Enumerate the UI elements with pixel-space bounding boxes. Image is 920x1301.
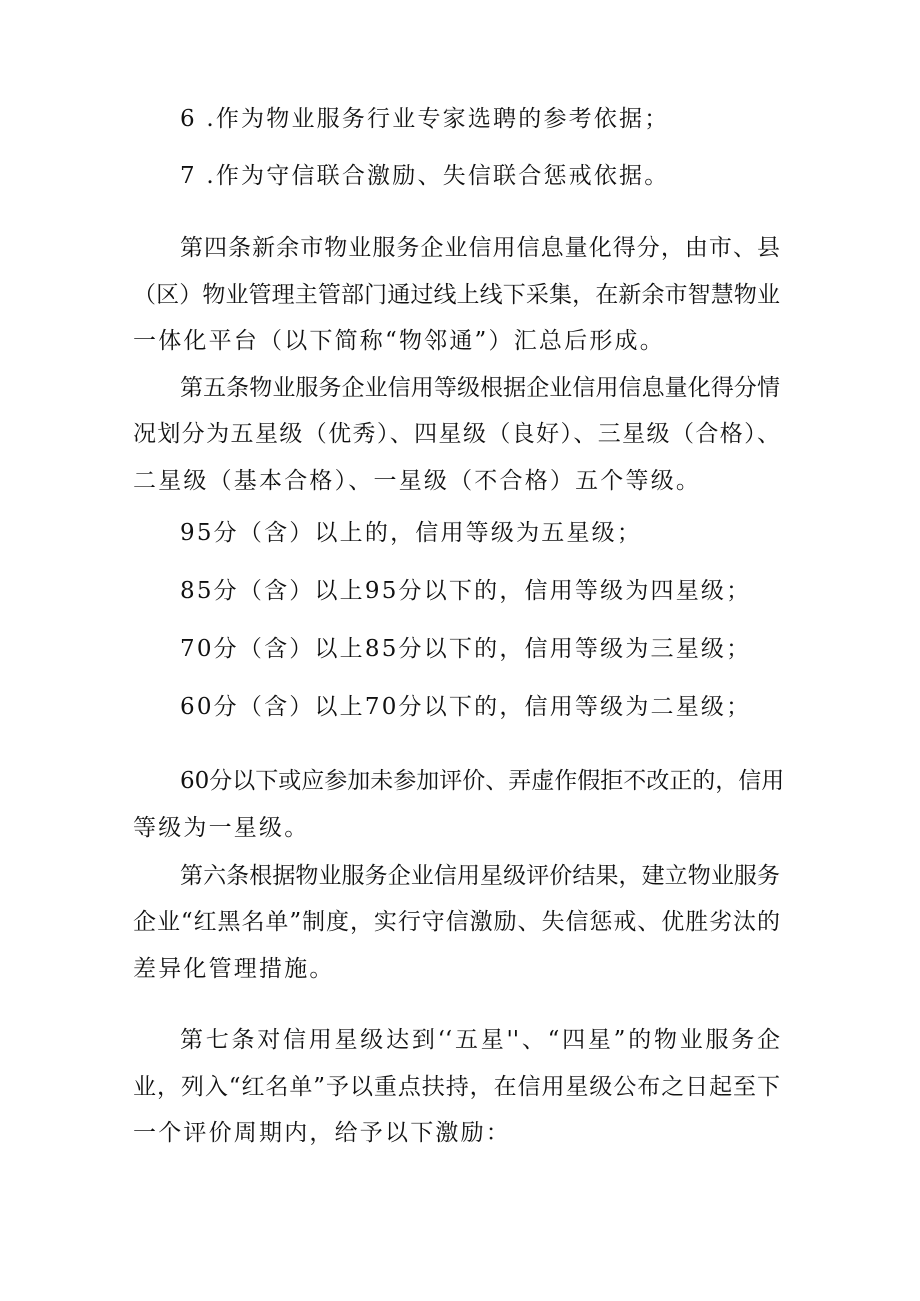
article-5-line-2: 况划分为五星级（优秀）、四星级（良好）、三星级（合格）、 xyxy=(133,421,780,447)
item-7-line: 7 .作为守信联合激励、失信联合惩戒依据。 xyxy=(180,163,670,189)
item-6-line: 6 .作为物业服务行业专家选聘的参考依据； xyxy=(180,106,670,132)
article-4-line-1: 第四条新余市物业服务企业信用信息量化得分，由市、县 xyxy=(180,235,780,261)
article-7-line-1: 第七条对信用星级达到‘‘五星''、“四星”的物业服务企 xyxy=(180,1027,780,1053)
grade-3-star-line: 70分（含）以上85分以下的，信用等级为三星级； xyxy=(180,636,752,662)
article-6-line-3: 差异化管理措施。 xyxy=(133,956,335,982)
grade-4-star-line: 85分（含）以上95分以下的，信用等级为四星级； xyxy=(180,578,752,604)
article-4-line-3: 一体化平台（以下简称“物邻通”）汇总后形成。 xyxy=(133,328,665,354)
article-5-line-3: 二星级（基本合格）、一星级（不合格）五个等级。 xyxy=(133,468,702,494)
article-6-line-2: 企业“红黑名单”制度，实行守信激励、失信惩戒、优胜劣汰的 xyxy=(133,909,780,935)
grade-1-star-line-1: 60分以下或应参加未参加评价、弄虚作假拒不改正的，信用 xyxy=(180,768,785,794)
grade-2-star-line: 60分（含）以上70分以下的，信用等级为二星级； xyxy=(180,694,752,720)
article-6-line-1: 第六条根据物业服务企业信用星级评价结果，建立物业服务 xyxy=(180,863,780,889)
article-7-line-2: 业，列入“红名单”予以重点扶持，在信用星级公布之日起至下 xyxy=(133,1074,780,1100)
article-7-line-3: 一个评价周期内，给予以下激励： xyxy=(133,1120,511,1146)
grade-1-star-line-2: 等级为一星级。 xyxy=(133,815,310,841)
article-5-line-1: 第五条物业服务企业信用等级根据企业信用信息量化得分情 xyxy=(180,375,780,401)
article-4-line-2: （区）物业管理主管部门通过线上线下采集，在新余市智慧物业 xyxy=(133,282,780,308)
grade-5-star-line: 95分（含）以上的，信用等级为五星级； xyxy=(180,520,643,546)
